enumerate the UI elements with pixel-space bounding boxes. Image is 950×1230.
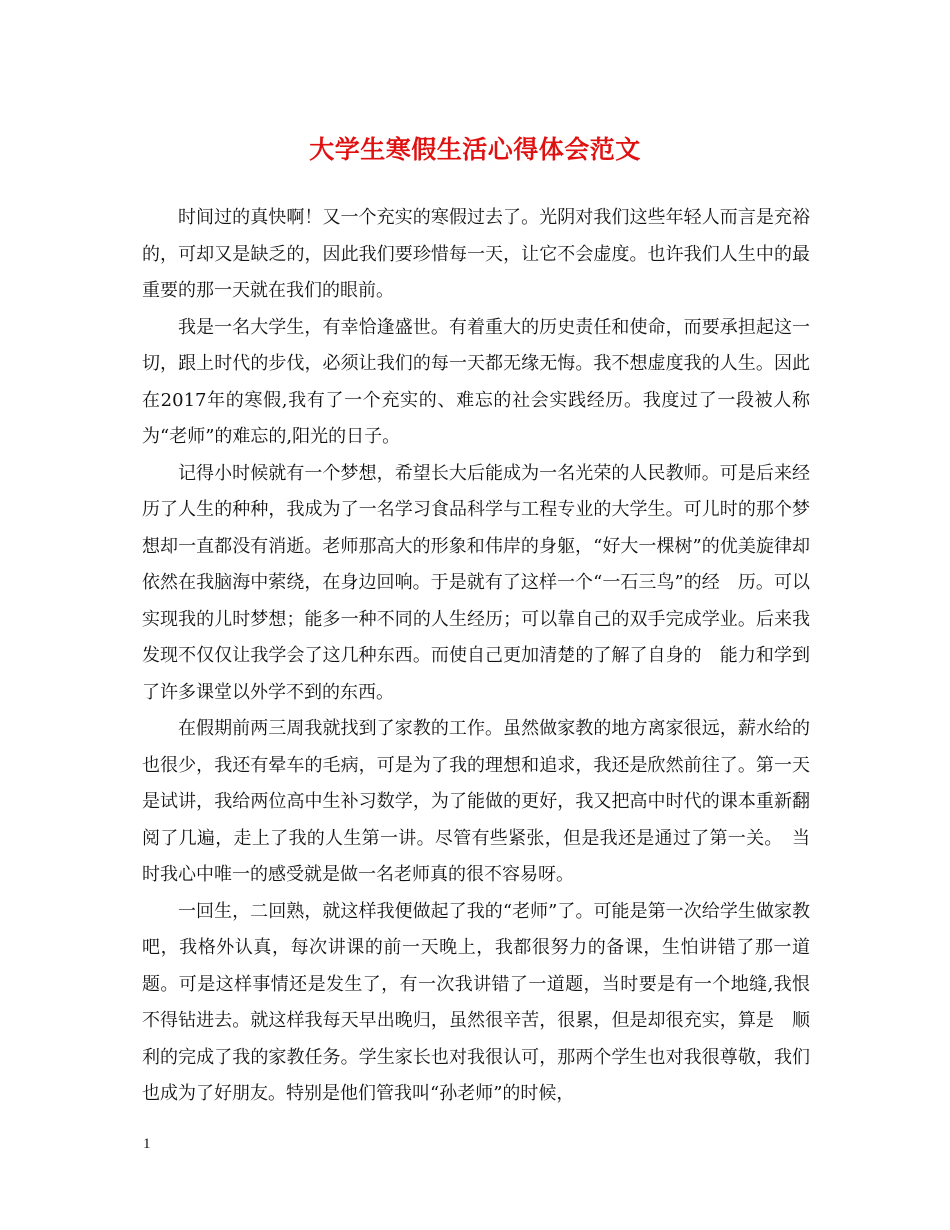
document-body <box>142 200 828 1113</box>
paragraph: 一回生，二回熟，就这样我便做起了我的“老师”了。可能是第一次给学生做家教吧，我格外认真，每次讲课的前一天晚上，我都很努力的备课，生怕讲错了那一道 题。可是这样事情还是发生了，有一次我讲错了一道题，当时要是有一个地缝,我恨不得钻进去。就这样我每天早出晚归，虽然很辛苦，很累，但是却很充实，算是 顺利的完成了我的家教任务。学生家长也对我很认可，那两个学生也对我很尊敬，我们也成为了好朋友。特别是他们管我叫“孙老师”的时候， <box>142 900 828 1104</box>
document-title: 大学生寒假生活心得体会范文 <box>309 135 641 164</box>
paragraph: 在假期前两三周我就找到了家教的工作。虽然做家教的地方离家很远，薪水给的也很少，我还有晕车的毛病，可是为了我的理想和追求，我还是欣然前往了。第一天 是试讲，我给两位高中生补习数学，为了能做的更好，我又把高中时代的课本重新翻阅了几遍，走上了我的人生第一讲。尽管有些紧张，但是我还是通过了第一关。 当时我心中唯一的感受就是做一名老师真的很不容易呀。 <box>142 718 828 885</box>
paragraph: 我是一名大学生，有幸恰逢盛世。有着重大的历史责任和使命，而要承担起这一切，跟上时代的步伐，必须让我们的每一天都无缘无悔。我不想虚度我的人生。因此 在2017年的寒假,我有了一个充实的、难忘的社会实践经历。我度过了一段被人称为“老师”的难忘的,阳光的日子。 <box>142 316 828 447</box>
paragraph: 时间过的真快啊！又一个充实的寒假过去了。光阴对我们这些年轻人而言是充裕的，可却又是缺乏的，因此我们要珍惜每一天，让它不会虚度。也许我们人生中的最重要的那一天就在我们的眼前。 <box>142 207 810 301</box>
paragraph: 记得小时候就有一个梦想，希望长大后能成为一名光荣的人民教师。可是后来经历了人生的种种，我成为了一名学习食品科学与工程专业的大学生。可儿时的那个梦 想却一直都没有消逝。老师那高大的形象和伟岸的身躯，“好大一棵树”的优美旋律却依然在我脑海中萦绕，在身边回响。于是就有了这样一个“一石三鸟”的经 历。可以实现我的儿时梦想；能多一种不同的人生经历；可以靠自己的双手完成学业。后来我发现不仅仅让我学会了这几种东西。而使自己更加清楚的了解了自身的 能力和学到了许多课堂以外学不到的东西。 <box>142 462 828 703</box>
page-number: 1 <box>143 1136 151 1152</box>
